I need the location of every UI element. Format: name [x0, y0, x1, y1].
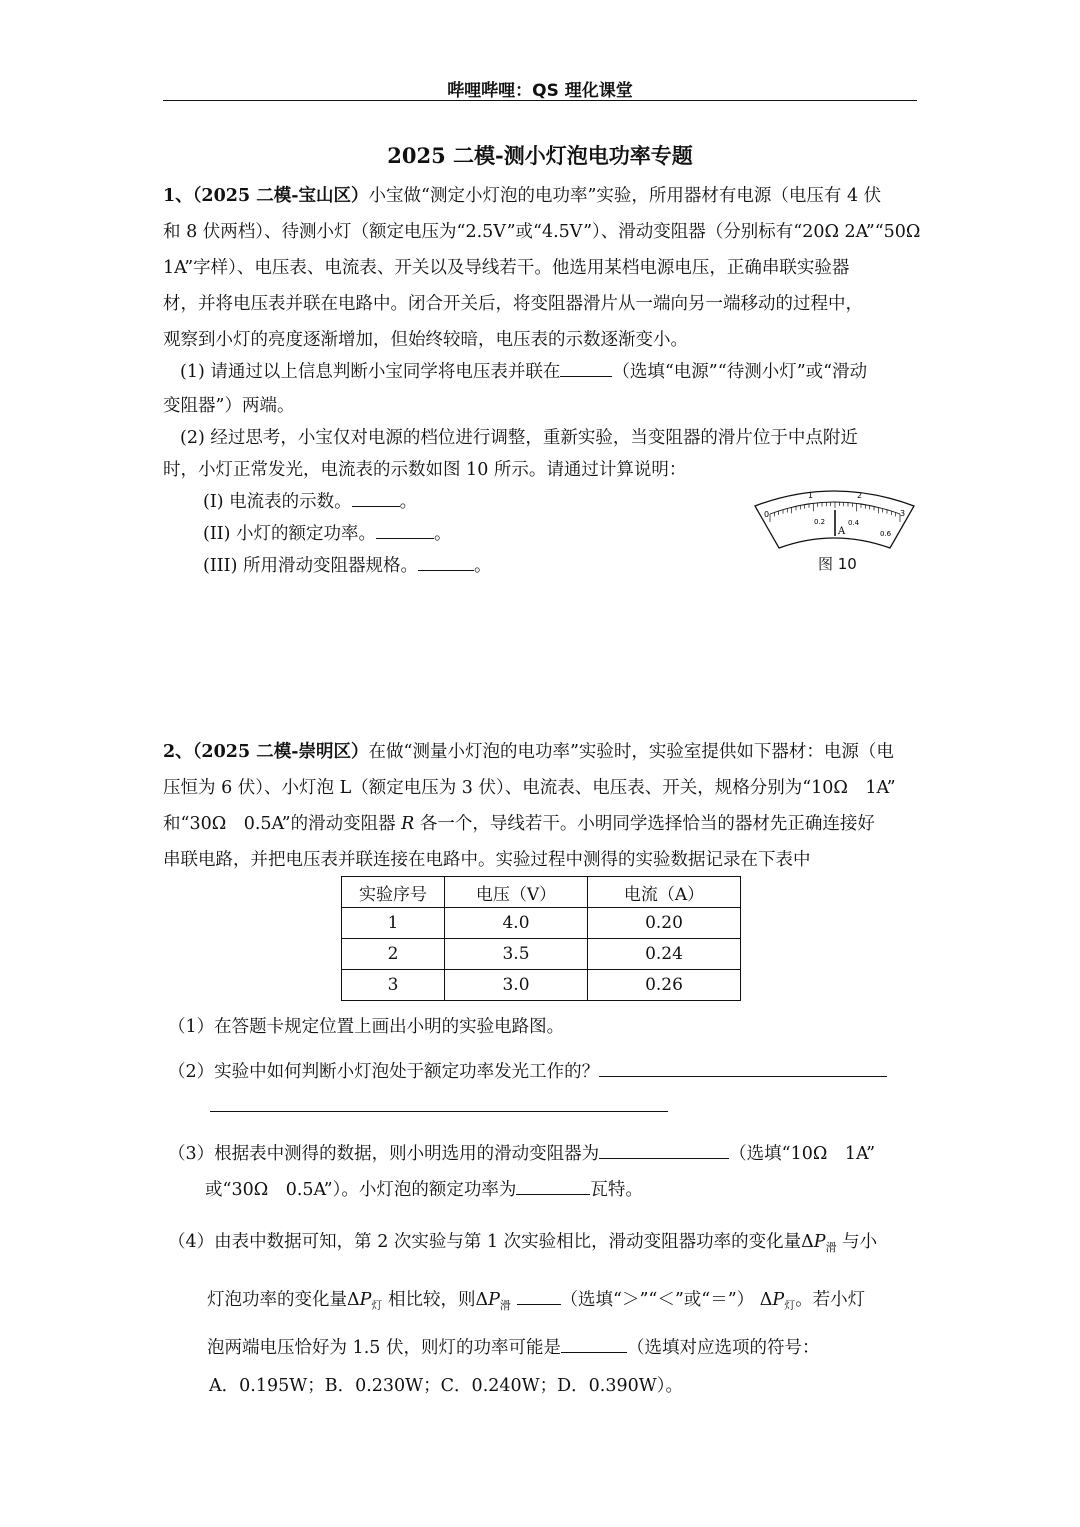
page-header: 哔哩哔哩：QS 理化课堂: [447, 81, 633, 101]
q2-options: A．0.195W；B．0.230W；C．0.240W；D．0.390W）。: [209, 1376, 684, 1396]
q2-sub-4-cont: 灯泡功率的变化量$\Delta P_灯$ 相比较，则$\Delta P_滑$ （选填“＞”“＜”或“＝”） $\Delta P_灯$。若小灯: [207, 1290, 866, 1312]
answer-blank[interactable]: [352, 490, 400, 507]
doc-title: 2025 二模-测小灯泡电功率专题: [387, 143, 693, 168]
table-cell: 3.5: [445, 939, 588, 970]
q2-line-1: 2、（2025 二模-崇明区）在做“测量小灯泡的电功率”实验时，实验室提供如下器材：电源（电: [163, 742, 894, 762]
answer-blank[interactable]: [599, 1060, 887, 1077]
q1-line-1: 1、（2025 二模-宝山区）小宝做“测定小灯泡的电功率”实验，所用器材有电源（电压有 4 伏: [163, 186, 882, 206]
q1-line-5: 观察到小灯的亮度逐渐增加，但始终较暗，电压表的示数逐渐变小。: [163, 330, 688, 350]
q1-line-2: 和 8 伏两档）、待测小灯（额定电压为“2.5V”或“4.5V”）、滑动变阻器（分别标有“20Ω 2A”“50Ω: [163, 222, 921, 242]
figure-caption: 图 10: [818, 555, 857, 573]
scale-top-3: 3: [900, 509, 906, 518]
table-cell: 0.20: [588, 908, 741, 939]
q2-line-3: 和“30Ω 0.5A”的滑动变阻器 R 各一个，导线若干。小明同学选择恰当的器材先正确连接好: [163, 814, 875, 834]
table-cell: 0.24: [588, 939, 741, 970]
answer-blank[interactable]: [517, 1288, 561, 1305]
scale-top-1: 1: [808, 491, 814, 500]
table-header: 电压（V）: [445, 877, 588, 908]
q1-label: 1、（2025 二模-宝山区）: [163, 186, 369, 206]
q1-sub-2: (II) 小灯的额定功率。 。: [203, 524, 452, 544]
table-cell: 0.26: [588, 970, 741, 1001]
answer-blank[interactable]: [560, 360, 612, 377]
q2-sub-4: （4）由表中数据可知，第 2 次实验与第 1 次实验相比，滑动变阻器功率的变化量$\Delta P_滑$ 与小: [168, 1232, 878, 1254]
scale-bottom-0: 0: [764, 510, 770, 519]
table-row: [342, 939, 741, 970]
q1-part2-cont: 时，小灯正常发光，电流表的示数如图 10 所示。请通过计算说明：: [163, 460, 687, 480]
q1-line-4: 材，并将电压表并联在电路中。闭合开关后，将变阻器滑片从一端向另一端移动的过程中，: [163, 294, 863, 314]
table-cell: 3: [342, 970, 445, 1001]
table-cell: 4.0: [445, 908, 588, 939]
table-cell: 2: [342, 939, 445, 970]
header-rule: [163, 100, 917, 101]
q1-part2: (2) 经过思考，小宝仅对电源的档位进行调整，重新实验，当变阻器的滑片位于中点附近: [180, 428, 858, 448]
ammeter-figure: [752, 484, 917, 554]
answer-blank[interactable]: [516, 1178, 590, 1195]
table-cell: 3.0: [445, 970, 588, 1001]
table-cell: 1: [342, 908, 445, 939]
q1-sub-3: (III) 所用滑动变阻器规格。 。: [203, 556, 492, 576]
table-header: 电流（A）: [588, 877, 741, 908]
q2-sub-3: （3）根据表中测得的数据，则小明选用的滑动变阻器为 （选填“10Ω 1A”: [168, 1144, 876, 1164]
answer-blank[interactable]: [599, 1142, 729, 1159]
q1-part1: (1) 请通过以上信息判断小宝同学将电压表并联在 （选填“电源”“待测小灯”或“滑动: [180, 362, 868, 382]
q2-sub-4-cont2: 泡两端电压恰好为 1.5 伏，则灯的功率可能是 （选填对应选项的符号：: [207, 1338, 820, 1358]
table-header-row: [342, 877, 741, 908]
q2-sub-3-cont: 或“30Ω 0.5A”）。小灯泡的额定功率为 瓦特。: [205, 1180, 643, 1200]
q2-line-4: 串联电路，并把电压表并联连接在电路中。实验过程中测得的实验数据记录在下表中: [163, 850, 811, 870]
unit-label: A: [838, 526, 846, 537]
table-row: [342, 970, 741, 1001]
q1-line-3: 1A”字样）、电压表、电流表、开关以及导线若干。他选用某档电源电压，正确串联实验器: [163, 258, 850, 278]
q2-sub-1: （1）在答题卡规定位置上画出小明的实验电路图。: [168, 1017, 565, 1037]
scale-bottom-0.2: 0.2: [814, 518, 826, 526]
scale-bottom-0.6: 0.6: [880, 530, 892, 538]
q2-label: 2、（2025 二模-崇明区）: [163, 742, 369, 762]
scale-bottom-0.4: 0.4: [848, 519, 860, 527]
q2-sub-2: （2）实验中如何判断小灯泡处于额定功率发光工作的？: [168, 1058, 887, 1083]
q1-part1-cont: 变阻器”）两端。: [163, 396, 295, 416]
table-header: 实验序号: [342, 877, 445, 908]
answer-blank[interactable]: [376, 522, 434, 539]
scale-top-2: 2: [857, 491, 863, 500]
answer-line[interactable]: [210, 1111, 668, 1112]
data-table: [341, 876, 741, 1001]
answer-blank[interactable]: [418, 554, 474, 571]
table-row: [342, 908, 741, 939]
q1-sub-1: (I) 电流表的示数。 。: [203, 492, 418, 512]
answer-blank[interactable]: [561, 1336, 627, 1353]
q2-line-2: 压恒为 6 伏）、小灯泡 L（额定电压为 3 伏）、电流表、电压表、开关，规格分别为“10Ω 1A”: [163, 778, 896, 798]
